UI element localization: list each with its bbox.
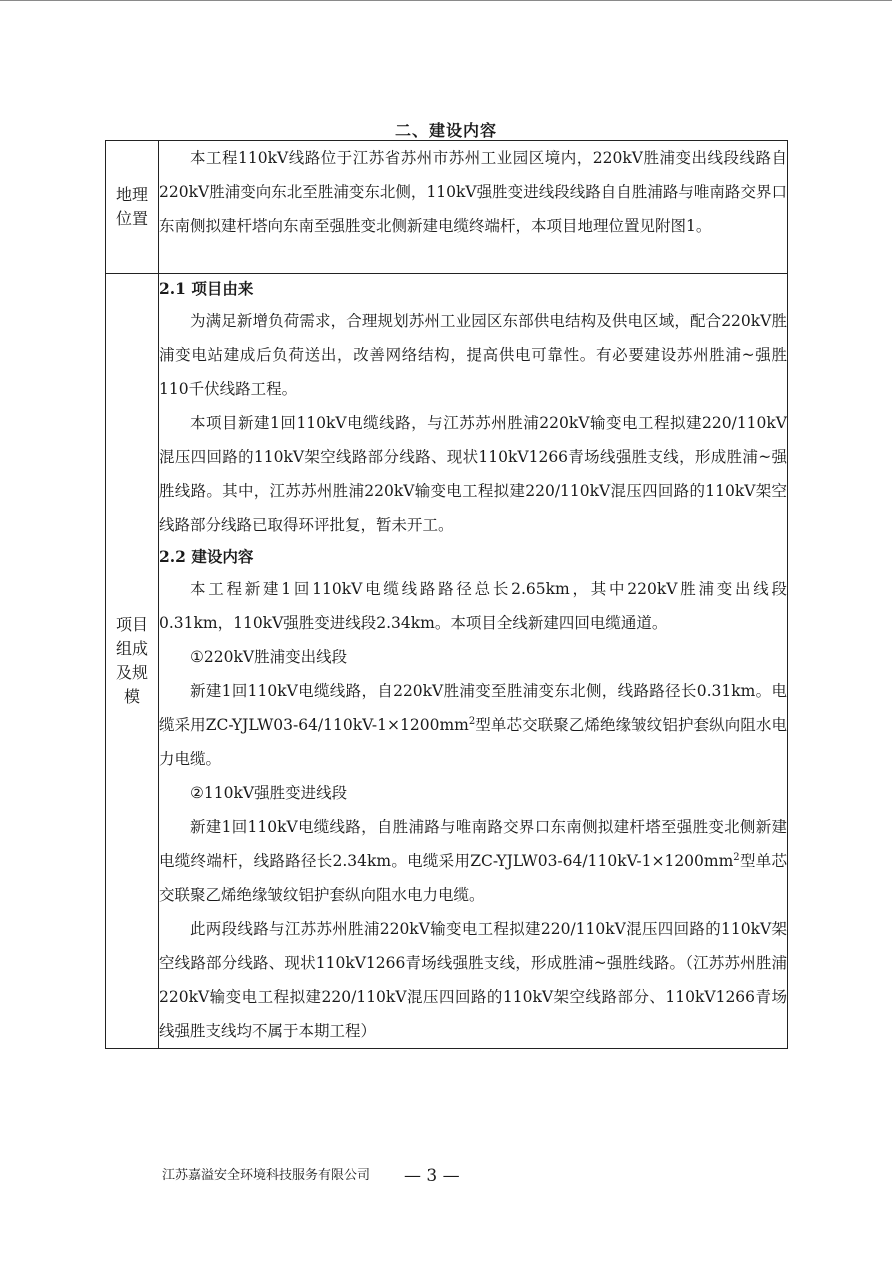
project-label-line2: 组成 bbox=[115, 639, 148, 658]
paragraph-content-overview: 本工程新建1回110kV电缆线路路径总长2.65km，其中220kV胜浦变出线段0.31km，110kV强胜变进线段2.34km。本项目全线新建四回电缆通道。 bbox=[159, 580, 787, 632]
segment-2-text-a: 新建1回110kV电缆线路，自胜浦路与唯南路交界口东南侧拟建杆塔至强胜变北侧新建电缆终端杆，线路路径长2.34km。电缆采用ZC-YJLW03-64/110kV-1×1200mm bbox=[159, 818, 787, 870]
geo-label-line2: 位置 bbox=[115, 209, 148, 228]
subheading-segment-2: ②110kV强胜变进线段 bbox=[190, 784, 348, 802]
page-top-border bbox=[0, 0, 892, 1]
paragraph-origin-1: 为满足新增负荷需求，合理规划苏州工业园区东部供电结构及供电区域，配合220kV胜浦变电站建成后负荷送出，改善网络结构，提高供电可靠性。有必要建设苏州胜浦~强胜110千伏线路工程。 bbox=[159, 312, 787, 398]
project-label-line4: 模 bbox=[123, 687, 140, 706]
paragraph-segment-2 bbox=[159, 810, 787, 912]
project-label-cell bbox=[106, 274, 159, 1049]
paragraph-origin-2: 本项目新建1回110kV电缆线路，与江苏苏州胜浦220kV输变电工程拟建220/110kV混压四回路的110kV架空线路部分线路、现状110kV1266青场线强胜支线，形成胜浦~强胜线路。其中，江苏苏州胜浦220kV输变电工程拟建220/110kV混压四回路的110kV架空线路部分线路已取得环评批复，暂未开工。 bbox=[159, 414, 787, 534]
segment-1-text-a: 新建1回110kV电缆线路，自220kV胜浦变至胜浦变东北侧，线路路径长0.31km。电缆采用ZC-YJLW03-64/110kV-1×1200mm bbox=[159, 682, 787, 734]
segment-1-text-b: 型单芯交联聚乙烯绝缘皱纹铝护套纵向阻水电力电缆。 bbox=[159, 716, 787, 768]
segment-2-superscript: 2 bbox=[733, 851, 740, 863]
subheading-segment-1: ①220kV胜浦变出线段 bbox=[190, 648, 348, 666]
geo-label-cell bbox=[106, 141, 159, 274]
section-title: 二、建设内容 bbox=[394, 121, 497, 140]
heading-2-2: 2.2 建设内容 bbox=[159, 547, 254, 566]
heading-2-1: 2.1 项目由来 bbox=[159, 279, 254, 298]
paragraph-segment-1 bbox=[159, 674, 787, 776]
footer-company: 江苏嘉溢安全环境科技服务有限公司 bbox=[162, 1168, 371, 1183]
table-row-project bbox=[106, 274, 788, 1049]
segment-2-text-b: 型单芯交联聚乙烯绝缘皱纹铝护套纵向阻水电力电缆。 bbox=[159, 852, 787, 904]
geo-text: 本工程110kV线路位于江苏省苏州市苏州工业园区境内，220kV胜浦变出线段线路自220kV胜浦变向东北至胜浦变东北侧，110kV强胜变进线段线路自自胜浦路与唯南路交界口东南侧拟建杆塔向东南至强胜变北侧新建电缆终端杆，本项目地理位置见附图1。 bbox=[159, 149, 787, 235]
project-label-line3: 及规 bbox=[115, 663, 148, 682]
geo-label-line1: 地理 bbox=[115, 185, 148, 204]
content-table bbox=[105, 140, 788, 1049]
table-row-geo bbox=[106, 141, 788, 274]
project-label-line1: 项目 bbox=[115, 615, 148, 634]
geo-content-cell bbox=[159, 141, 788, 274]
paragraph-summary: 此两段线路与江苏苏州胜浦220kV输变电工程拟建220/110kV混压四回路的110kV架空线路部分线路、现状110kV1266青场线强胜支线，形成胜浦~强胜线路。（江苏苏州胜浦220kV输变电工程拟建220/110kV混压四回路的110kV架空线路部分、110kV1266青场线强胜支线均不属于本期工程） bbox=[159, 920, 787, 1040]
page-number: — 3 — bbox=[404, 1166, 460, 1186]
segment-1-superscript: 2 bbox=[468, 715, 476, 727]
project-content-cell bbox=[159, 274, 788, 1049]
